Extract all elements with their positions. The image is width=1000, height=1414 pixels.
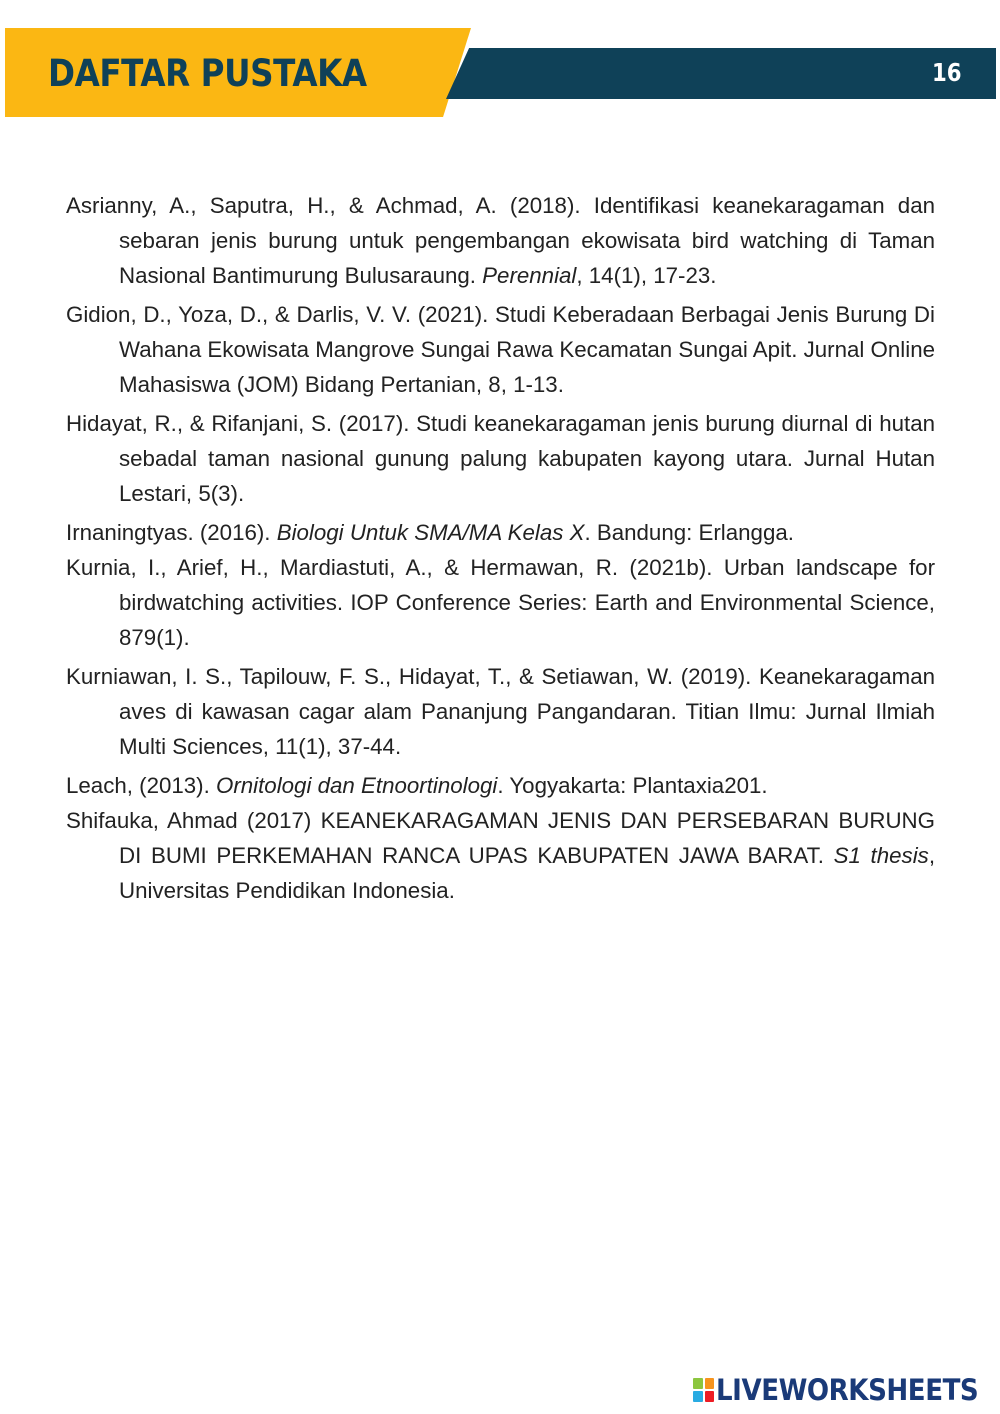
page-number: 16	[932, 58, 962, 87]
reference-item	[66, 188, 935, 293]
reference-item	[66, 406, 935, 511]
reference-item	[66, 515, 935, 550]
logo-square-blue	[693, 1391, 703, 1402]
header-navy-bar	[446, 48, 996, 99]
reference-italic-title: S1 thesis	[833, 843, 929, 868]
reference-text: Kurniawan, I. S., Tapilouw, F. S., Hidayat, T., & Setiawan, W. (2019). Keanekaragaman aves di kawasan cagar alam Pananjung Pangandaran. Titian Ilmu: Jurnal Ilmiah Multi Sciences, 11(1), 37-44.	[66, 664, 935, 759]
logo-square-green	[693, 1378, 703, 1389]
reference-text: Asrianny, A., Saputra, H., & Achmad, A. (2018). Identifikasi keanekaragaman dan sebaran jenis burung untuk pengembangan ekowisata bird watching di Taman Nasional Bantimurung Bulusaraung.	[66, 193, 935, 288]
reference-text: Leach, (2013).	[66, 773, 216, 798]
reference-item	[66, 659, 935, 764]
reference-item	[66, 803, 935, 908]
reference-item	[66, 550, 935, 655]
reference-italic-title: Ornitologi dan Etnoortinologi	[215, 773, 498, 798]
reference-text-after: . Bandung: Erlangga.	[584, 520, 794, 545]
page-title: DAFTAR PUSTAKA	[48, 52, 367, 95]
reference-text-after: , 14(1), 17-23.	[576, 263, 717, 288]
reference-item	[66, 297, 935, 402]
liveworksheets-wordmark: LIVEWORKSHEETS	[716, 1373, 979, 1407]
reference-list	[66, 188, 935, 912]
liveworksheets-logo-icon	[693, 1378, 714, 1402]
reference-text-after: . Yogyakarta: Plantaxia201.	[497, 773, 768, 798]
reference-text: Gidion, D., Yoza, D., & Darlis, V. V. (2021). Studi Keberadaan Berbagai Jenis Burung Di Wahana Ekowisata Mangrove Sungai Rawa Kecamatan Sungai Apit. Jurnal Online Mahasiswa (JOM) Bidang Pertanian, 8, 1-13.	[66, 302, 935, 397]
reference-italic-title: Biologi Untuk SMA/MA Kelas X	[276, 520, 585, 545]
reference-text: Shifauka, Ahmad (2017) KEANEKARAGAMAN JENIS DAN PERSEBARAN BURUNG DI BUMI PERKEMAHAN RANCA UPAS KABUPATEN JAWA BARAT.	[66, 808, 935, 868]
reference-italic-title: Perennial	[482, 263, 577, 288]
reference-text: Kurnia, I., Arief, H., Mardiastuti, A., & Hermawan, R. (2021b). Urban landscape for birdwatching activities. IOP Conference Series: Earth and Environmental Science, 879(1).	[66, 555, 935, 650]
liveworksheets-watermark[interactable]	[693, 1374, 1000, 1406]
reference-text: Irnaningtyas. (2016).	[66, 520, 277, 545]
reference-item	[66, 768, 935, 803]
logo-square-red	[705, 1391, 715, 1402]
reference-text-after: , Universitas Pendidikan Indonesia.	[119, 843, 936, 903]
logo-square-orange	[705, 1378, 715, 1389]
reference-text: Hidayat, R., & Rifanjani, S. (2017). Studi keanekaragaman jenis burung diurnal di hutan sebadal taman nasional gunung palung kabupaten kayong utara. Jurnal Hutan Lestari, 5(3).	[66, 411, 935, 506]
